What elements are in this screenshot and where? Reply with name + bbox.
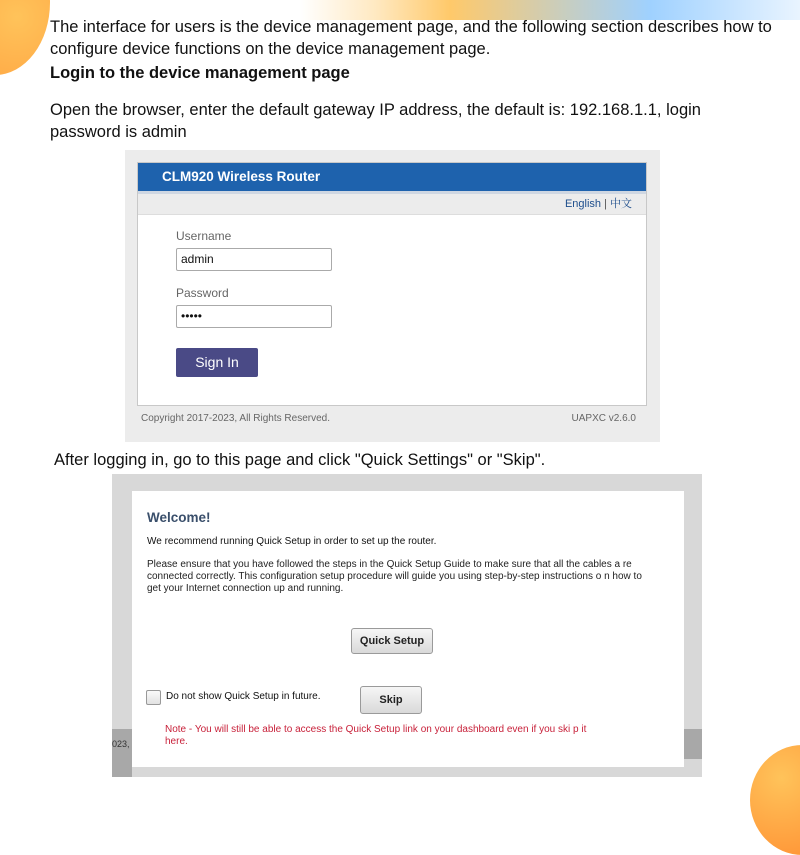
after-login-paragraph: After logging in, go to this page and click "Quick Settings" or "Skip". <box>54 451 546 469</box>
username-label: Username <box>176 229 232 243</box>
side-fragment <box>112 729 132 777</box>
side-fragment-right <box>684 729 702 759</box>
login-frame <box>137 162 647 406</box>
quick-setup-button[interactable]: Quick Setup <box>351 628 433 654</box>
welcome-panel <box>132 491 684 767</box>
decorative-orange-blob <box>0 0 50 75</box>
password-input[interactable]: ••••• <box>176 305 332 328</box>
copyright-text: Copyright 2017-2023, All Rights Reserved. <box>141 413 330 424</box>
checkbox-label: Do not show Quick Setup in future. <box>166 691 321 702</box>
do-not-show-checkbox[interactable] <box>146 690 161 705</box>
password-label: Password <box>176 286 229 300</box>
welcome-screenshot <box>112 474 702 777</box>
lang-chinese-link[interactable]: 中文 <box>610 198 632 210</box>
section-heading: Login to the device management page <box>50 64 350 82</box>
intro-paragraph: The interface for users is the device management page, and the following section describes how to configure device functions on the device management page. <box>50 18 772 58</box>
sign-in-button[interactable]: Sign In <box>176 348 258 377</box>
quick-setup-note: Note - You will still be able to access the Quick Setup link on your dashboard even if you ski p it here. <box>165 724 587 747</box>
login-screenshot <box>125 150 660 442</box>
router-title: CLM920 Wireless Router <box>138 163 646 194</box>
language-bar <box>138 194 646 215</box>
lang-separator: | <box>604 198 607 210</box>
welcome-body: Please ensure that you have followed the steps in the Quick Setup Guide to make sure that all the cables a re connected correctly. This configuration setup procedure will guide you using step-by-step instructions o n how to get your Internet connection up and running. <box>147 559 642 594</box>
instruction-paragraph: Open the browser, enter the default gateway IP address, the default is: 192.168.1.1, login password is admin <box>50 101 701 141</box>
skip-button[interactable]: Skip <box>360 686 422 714</box>
lang-english-link[interactable]: English <box>564 198 602 210</box>
version-text: UAPXC v2.6.0 <box>571 413 636 424</box>
side-fragment-text: 023, <box>112 739 130 749</box>
welcome-lead: We recommend running Quick Setup in order to set up the router. <box>147 536 437 547</box>
username-input[interactable]: admin <box>176 248 332 271</box>
decorative-orange-blob-bottom <box>750 745 800 855</box>
welcome-title: Welcome! <box>147 510 211 525</box>
